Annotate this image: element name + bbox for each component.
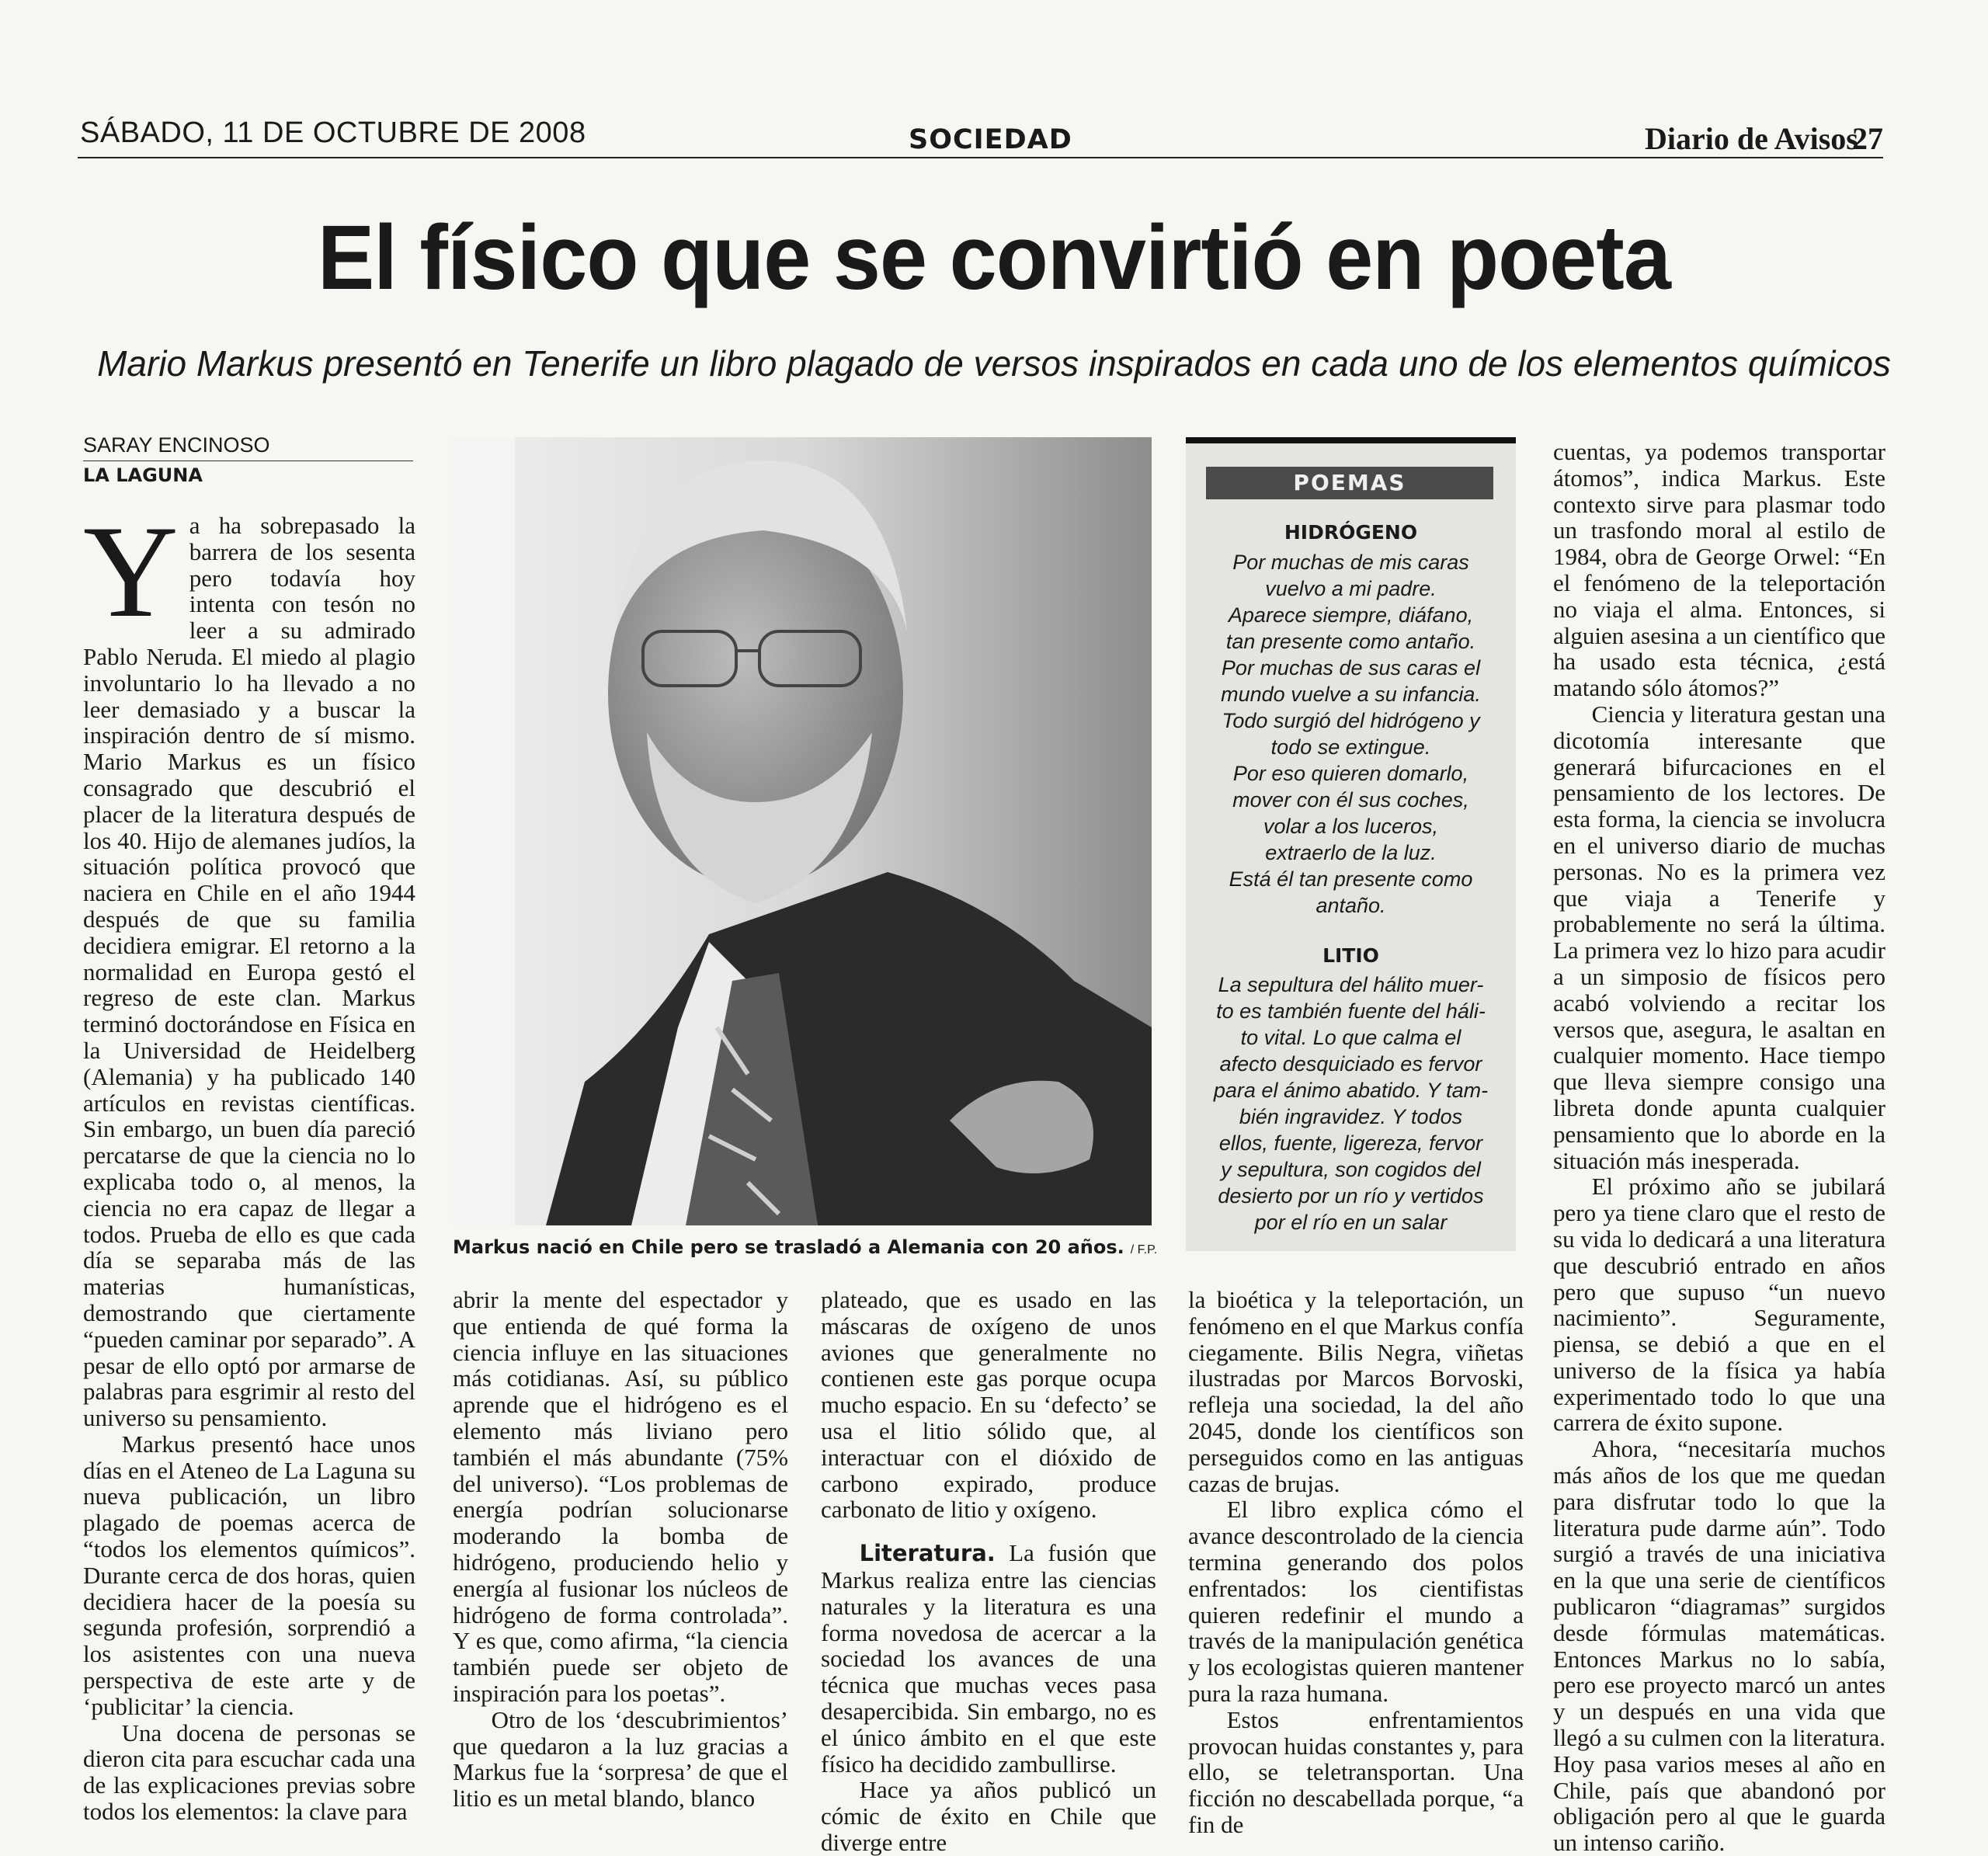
- poem-line: antaño.: [1315, 894, 1386, 917]
- article-paragraph: Hace ya años publicó un cómic de éxito en Chile que diverge entre: [821, 1776, 1156, 1856]
- poem-line: Por eso quieren domarlo,: [1232, 762, 1469, 785]
- section-name: SOCIEDAD: [909, 124, 1072, 155]
- paragraph-text: La fusión que Markus realiza entre las ciencias naturales y la literatura es una forma novedosa de acercar a la sociedad los avances de una técnica que muchas veces pasa desapercibida. Sin embargo, no es el único ámbito en el que este físico ha decidido zambullirse.: [821, 1539, 1156, 1778]
- subsection-lead: Literatura.: [859, 1540, 996, 1567]
- article-column-2: [453, 1287, 788, 1823]
- poem-line: Todo surgió del hidrógeno y: [1222, 709, 1480, 732]
- author-byline: SARAY ENCINOSO: [83, 433, 270, 457]
- poem-line: para el ánimo abatido. Y tam-: [1213, 1079, 1489, 1102]
- poem-line: todo se extingue.: [1270, 735, 1431, 759]
- poem-line: por el río en un salar: [1254, 1211, 1448, 1234]
- poem-line: Aparece siempre, diáfano,: [1228, 603, 1474, 627]
- issue-date: SÁBADO, 11 DE OCTUBRE DE 2008: [80, 116, 586, 149]
- article-paragraph: Ahora, “necesitaría muchos más años de los que me quedan para disfrutar todo lo que la literatura pude darme aún”. Todo surgió a través de una iniciativa en la que una serie de científicos publicaron “diagramas” surgidos desde fórmulas matemáticas. Entonces Markus no lo sabía, pero ese proyecto marcó un antes y un después en una vida que llegó a su culmen con la literatura. Hoy pasa varios meses al año en Chile, país que abandonó por obligación pero al que le guarda un intenso cariño.: [1553, 1435, 1885, 1856]
- poem-line: volar a los luceros,: [1263, 815, 1439, 838]
- article-paragraph: a ha sobrepasado la barrera de los sesenta pero todavía hoy intenta con tesón no leer a su admirado Pablo Neruda. El miedo al plagio involuntario lo ha llevado a no leer demasiado y a buscar la inspiración dentro de sí mismo. Mario Markus es un físico consagrado que descubrió el placer de la literatura después de los 40. Hijo de alemanes judíos, la situación política provocó que naciera en Chile en el año 1944 después de que su familia decidiera emigrar. El retorno a la normalidad en Europa gestó el regreso de este clan. Markus terminó doctorándose en Física en la Universidad de Heidelberg (Alemania) y ha publicado 140 artículos en revistas científicas. Sin embargo, un buen día pareció percatarse de que la ciencia no lo explicaba todo o, al menos, la ciencia no era capaz de llegar a todos. Prueba de ello es que cada día se separaba más de las materias humanísticas, demostrando que ciertamente “pueden caminar por separado”. A pesar de ello optó por armarse de palabras para esgrimir al resto del universo su pensamiento.: [83, 512, 415, 1432]
- article-paragraph: plateado, que es usado en las máscaras de oxígeno de unos aviones que generalmente no contienen este gas porque ocupa mucho espacio. En su ‘defecto’ se usa el litio sólido que, al interactuar con el dióxido de carbono expirado, produce carbonato de litio y oxígeno.: [821, 1286, 1156, 1524]
- drop-cap: Y: [83, 499, 179, 645]
- poem-line: afecto desquiciado es fervor: [1219, 1052, 1482, 1076]
- poem-line: ellos, fuente, ligereza, fervor: [1218, 1131, 1483, 1155]
- poem-line: mundo vuelve a su infancia.: [1221, 683, 1481, 706]
- article-paragraph: [821, 1540, 1156, 1777]
- article-paragraph: la bioética y la teleportación, un fenómeno en el que Markus confía ciegamente. Bilis Negra, viñetas ilustradas por Marcos Borvoski, refleja una sociedad, la del año 2045, donde los científicos son perseguidos como en las antiguas cazas de brujas.: [1188, 1286, 1524, 1497]
- headline: El físico que se convirtió en poeta: [317, 207, 1670, 309]
- poem-lithium: [1201, 971, 1500, 1236]
- poem-title-hydrogen: HIDRÓGENO: [1284, 521, 1418, 544]
- newspaper-name: Diario de Avisos: [1645, 121, 1858, 156]
- poem-hydrogen: [1201, 549, 1500, 919]
- poem-title-lithium: LITIO: [1322, 944, 1379, 967]
- header-divider: [78, 157, 1883, 158]
- poem-line: y sepultura, son cogidos del: [1221, 1158, 1481, 1181]
- article-paragraph: Otro de los ‘descubrimientos’ que quedaron a la luz gracias a Markus fue la ‘sorpresa’ de que el litio es un metal blando, blanco: [453, 1705, 788, 1813]
- poem-line: Por muchas de mis caras: [1232, 551, 1469, 574]
- photo-credit: / F.P.: [1130, 1243, 1158, 1256]
- poem-line: to vital. Lo que calma el: [1240, 1026, 1461, 1049]
- poem-line: Por muchas de sus caras el: [1221, 656, 1481, 679]
- article-paragraph: Una docena de personas se dieron cita para escuchar cada una de las explicaciones previas sobre todos los elementos: la clave para: [83, 1719, 415, 1826]
- poem-line: bién ingravidez. Y todos: [1239, 1105, 1463, 1128]
- article-paragraph: Estos enfrentamientos provocan huidas constantes y, para ello, se teletransportan. Una ficción no descabellada porque, “a fin de: [1188, 1705, 1524, 1838]
- poem-line: tan presente como antaño.: [1225, 630, 1476, 653]
- article-paragraph: Markus presentó hace unos días en el Ateneo de La Laguna su nueva publicación, un libro plagado de poemas acerca de “todos los elementos químicos”. Durante cerca de dos horas, quien decidiera hacer de la poesía su segunda profesión, sorprendió a los asistentes con una nueva perspectiva de este arte y de ‘publicitar’ la ciencia.: [83, 1430, 415, 1720]
- portrait-image: [453, 437, 1152, 1225]
- article-column-5: [1553, 438, 1885, 1856]
- article-column-1: [83, 499, 415, 1826]
- poem-line: mover con él sus coches,: [1232, 788, 1469, 812]
- article-paragraph: El libro explica cómo el avance descontrolado de la ciencia termina generando dos polos enfrentados: los cientifistas quieren redefinir el mundo a través de la manipulación genética y los ecologistas quieren mantener pura la raza humana.: [1188, 1496, 1524, 1707]
- article-paragraph: Ciencia y literatura gestan una dicotomía interesante que generará bifurcaciones en el pensamiento de los lectores. De esta forma, la ciencia se involucra en el universo diario de muchas personas. No es la primera vez que viaja a Tenerife y probablemente no será la última. La primera vez lo hizo para acudir a un simposio de físicos pero acabó volviendo a recitar los versos que, asegura, le asaltan en cualquier momento. Hace tiempo que lleva siempre consigo una libreta donde apunta cualquier pensamiento que lo aborde en la situación más inesperada.: [1553, 700, 1885, 1174]
- poems-box-title: POEMAS: [1206, 467, 1493, 499]
- subheadline: Mario Markus presentó en Tenerife un libro plagado de versos inspirados en cada uno de los elementos químicos: [97, 343, 1891, 384]
- page-number: 27: [1852, 121, 1883, 156]
- poem-line: extraerlo de la luz.: [1265, 841, 1437, 864]
- poems-sidebar: [1186, 437, 1516, 1251]
- poem-line: La sepultura del hálito muer-: [1218, 973, 1484, 996]
- caption-text: Markus nació en Chile pero se trasladó a Alemania con 20 años.: [453, 1236, 1124, 1258]
- article-column-3: [821, 1286, 1156, 1856]
- dateline-location: LA LAGUNA: [83, 464, 203, 486]
- poem-line: vuelvo a mi padre.: [1265, 577, 1437, 600]
- poem-line: desierto por un río y vertidos: [1218, 1184, 1484, 1208]
- article-paragraph: abrir la mente del espectador y que entienda de qué forma la ciencia influye en las situaciones más cotidianas. Así, su público aprende que el hidrógeno es el elemento más liviano pero también el más abundante (75% del universo). “Los problemas de energía podrían solucionarse moderando la bomba de hidrógeno, produciendo helio y energía al fusionar los núcleos de hidrógeno de forma controlada”. Y es que, como afirma, “la ciencia también puede ser objeto de inspiración para los poetas”.: [453, 1286, 788, 1707]
- article-column-4: [1188, 1286, 1524, 1838]
- article-paragraph: cuentas, ya podemos transportar átomos”, indica Markus. Este contexto sirve para plasmar todo un trasfondo moral al estilo de 1984, obra de George Orwel: “En el fenómeno de la teleportación no viaja el alma. Entonces, si alguien asesina a un científico que ha usado esta técnica, ¿está matando sólo átomos?”: [1553, 438, 1885, 702]
- poem-line: Está él tan presente como: [1229, 867, 1473, 891]
- poem-line: to es también fuente del háli-: [1216, 999, 1486, 1023]
- article-paragraph: El próximo año se jubilará pero ya tiene claro que el resto de su vida lo dedicará a una literatura que descubrió entrado en años pero que supuso “un nuevo nacimiento”. Seguramente, piensa, se debió a que en el universo de la física ya había experimentado todo lo que una carrera de éxito supone.: [1553, 1173, 1885, 1437]
- article-photo: [453, 437, 1152, 1225]
- photo-caption: [453, 1236, 1167, 1258]
